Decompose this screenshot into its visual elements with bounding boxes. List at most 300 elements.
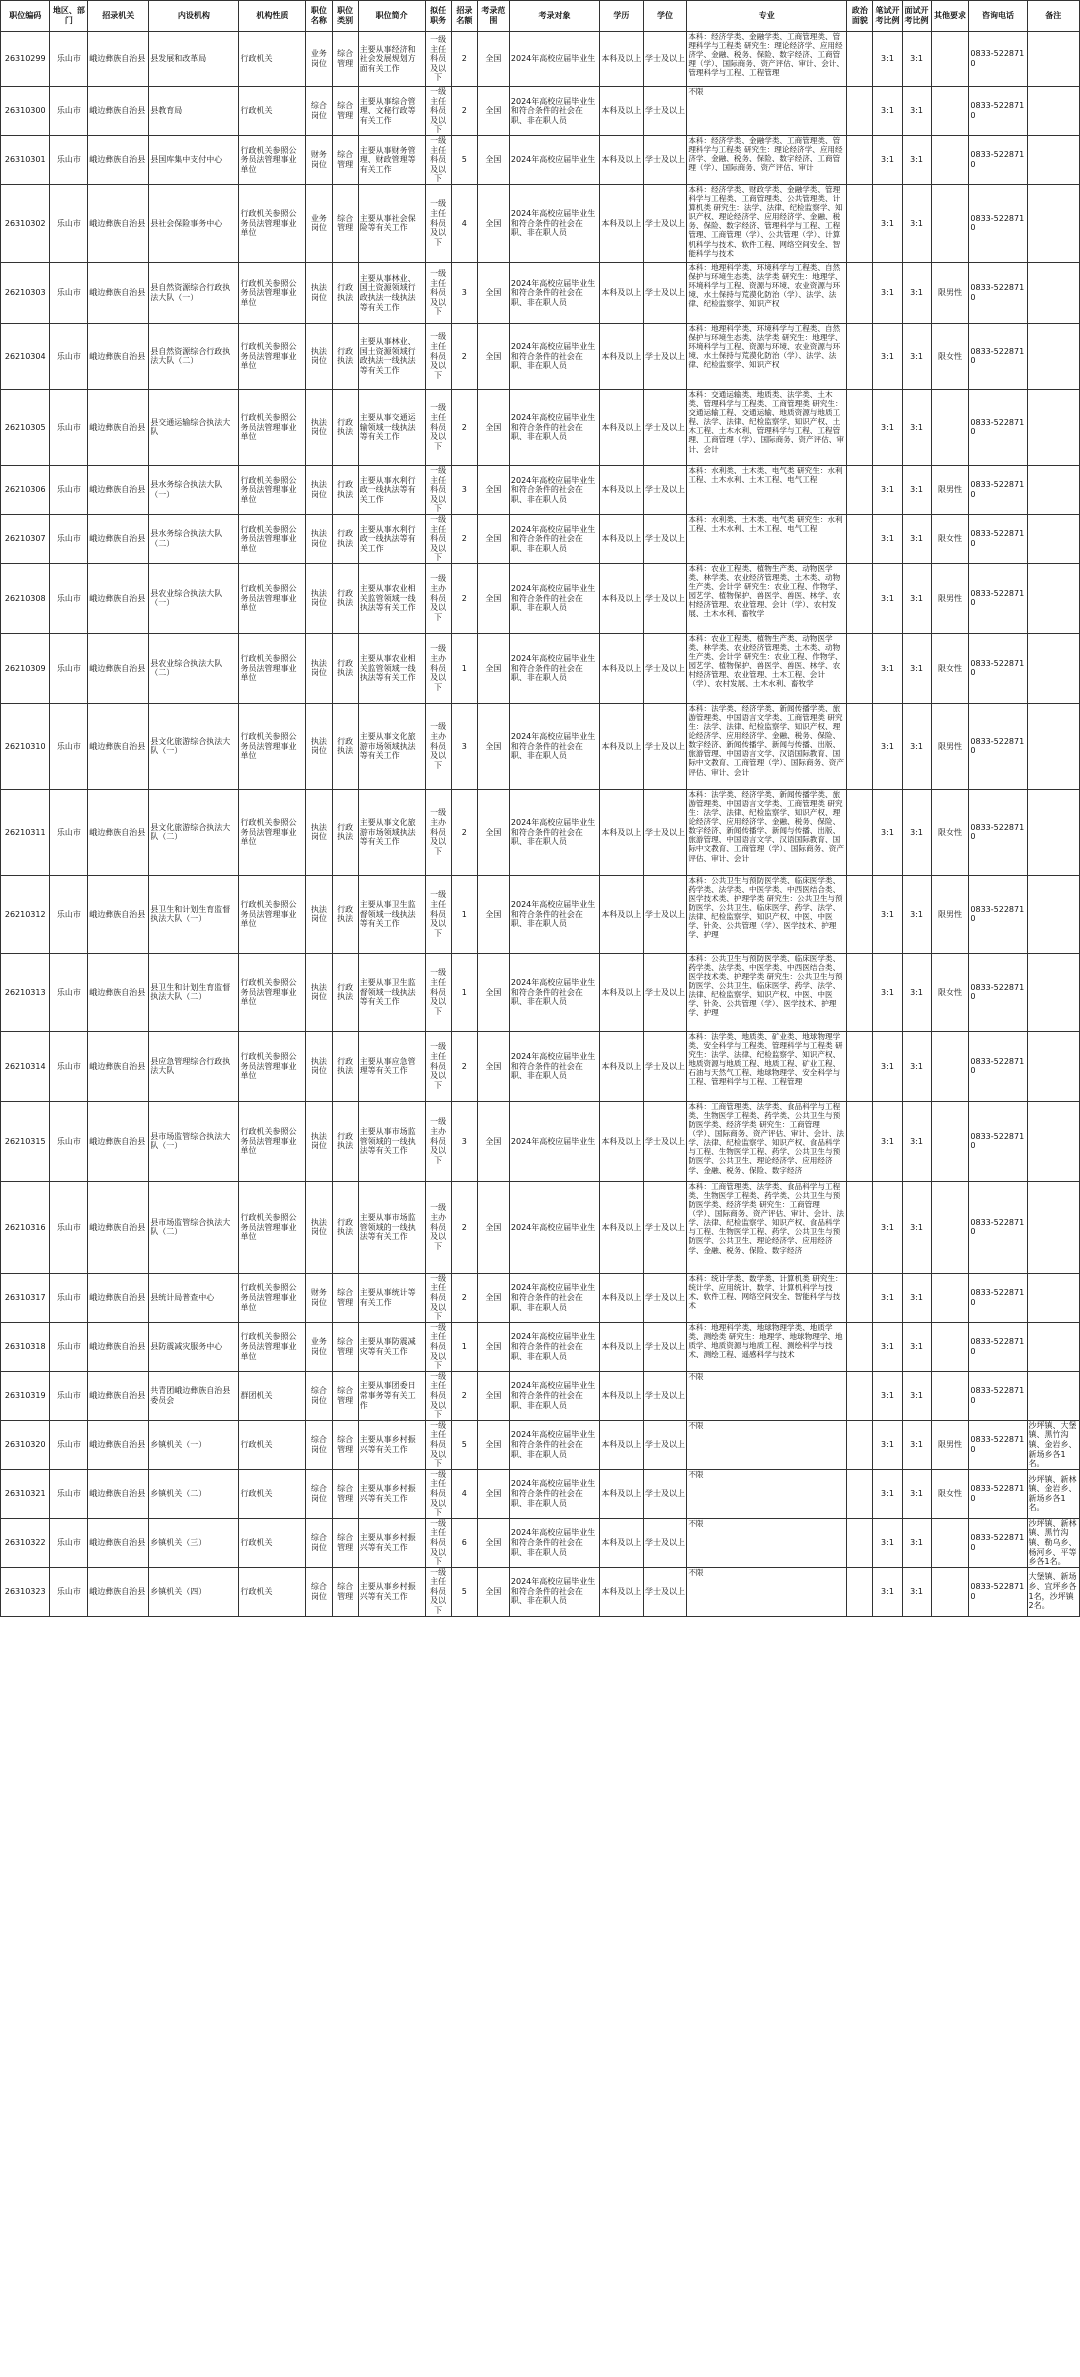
cell-category: 行政执法 xyxy=(332,262,358,323)
cell-region: 乐山市 xyxy=(50,953,88,1031)
cell-interview: 3:1 xyxy=(902,323,931,389)
cell-edu: 本科及以上 xyxy=(600,1469,644,1518)
cell-exam: 3:1 xyxy=(873,1101,902,1181)
cell-scope: 全国 xyxy=(477,1371,509,1420)
cell-category: 综合管理 xyxy=(332,1322,358,1371)
cell-rank: 一级主任科员及以下 xyxy=(425,135,451,184)
cell-exam: 3:1 xyxy=(873,563,902,633)
cell-exam: 3:1 xyxy=(873,262,902,323)
cell-interview: 3:1 xyxy=(902,262,931,323)
cell-region: 乐山市 xyxy=(50,32,88,87)
cell-dept: 县交通运输综合执法大队 xyxy=(149,389,239,465)
cell-degree: 学士及以上 xyxy=(643,262,687,323)
cell-interview: 3:1 xyxy=(902,184,931,262)
cell-quota: 3 xyxy=(451,465,477,514)
cell-rank: 一级主办科员及以下 xyxy=(425,563,451,633)
cell-major: 本科：法学类、经济学类、新闻传播学类、旅游管理类、中国语言文学类、工商管理类 研究生：法学、法律、纪检监察学、知识产权、理论经济学、应用经济学、金融、税务、保险、数字经济、新闻传播学、新闻与传播、出版、旅游管理、中国语言文学、汉语国际教育、国际中文教育、工商管理（学）、国际商务、资产评估、审计、会计 xyxy=(687,789,847,875)
cell-other xyxy=(931,1181,969,1273)
cell-note xyxy=(1027,465,1079,514)
cell-post: 业务岗位 xyxy=(306,32,332,87)
cell-note xyxy=(1027,1322,1079,1371)
cell-major: 不限 xyxy=(687,1469,847,1518)
cell-major: 本科：农业工程类、植物生产类、动物医学类、林学类、农业经济管理类、土木类、动物生产类、会计学 研究生：农业工程、作物学、园艺学、植物保护、兽医学、兽医、林学、农村经济管理、农业管理、土木工程、会计（学）、农村发展、土木水利、畜牧学 xyxy=(687,633,847,703)
cell-other xyxy=(931,1567,969,1616)
cell-edu: 本科及以上 xyxy=(600,1322,644,1371)
cell-phone: 0833-5228710 xyxy=(969,703,1027,789)
cell-post: 综合岗位 xyxy=(306,1371,332,1420)
cell-agency: 峨边彝族自治县 xyxy=(88,1322,149,1371)
cell-region: 乐山市 xyxy=(50,465,88,514)
cell-target: 2024年高校应届毕业生 xyxy=(509,135,599,184)
column-header: 面试开考比例 xyxy=(902,1,931,32)
cell-target: 2024年高校应届毕业生和符合条件的社会在职、非在职人员 xyxy=(509,323,599,389)
cell-exam: 3:1 xyxy=(873,875,902,953)
cell-other: 限女性 xyxy=(931,789,969,875)
cell-phone: 0833-5228710 xyxy=(969,1322,1027,1371)
cell-category: 行政执法 xyxy=(332,389,358,465)
cell-edu: 本科及以上 xyxy=(600,465,644,514)
cell-target: 2024年高校应届毕业生和符合条件的社会在职、非在职人员 xyxy=(509,87,599,136)
cell-quota: 2 xyxy=(451,1371,477,1420)
cell-region: 乐山市 xyxy=(50,1322,88,1371)
cell-exam: 3:1 xyxy=(873,789,902,875)
cell-dept: 乡镇机关（二） xyxy=(149,1469,239,1518)
cell-nature: 行政机关参照公务员法管理事业单位 xyxy=(239,789,306,875)
cell-target: 2024年高校应届毕业生和符合条件的社会在职、非在职人员 xyxy=(509,1469,599,1518)
cell-nature: 行政机关 xyxy=(239,32,306,87)
cell-scope: 全国 xyxy=(477,1273,509,1322)
cell-intro: 主要从事应急管理等有关工作 xyxy=(358,1031,425,1101)
cell-intro: 主要从事文化旅游市场领域执法等有关工作 xyxy=(358,789,425,875)
cell-degree: 学士及以上 xyxy=(643,1567,687,1616)
column-header: 职位类别 xyxy=(332,1,358,32)
cell-politics xyxy=(847,953,873,1031)
column-header: 其他要求 xyxy=(931,1,969,32)
cell-phone: 0833-5228710 xyxy=(969,633,1027,703)
cell-major: 本科：交通运输类、地质类、法学类、土木类、管理科学与工程类、工商管理类 研究生：交通运输工程、交通运输、地质资源与地质工程、法学、法律、纪检监察学、知识产权、土木工程、土木水利、管理科学与工程、工程管理、工商管理（学）、国际商务、资产评估、审计、会计 xyxy=(687,389,847,465)
table-row xyxy=(1,1420,1080,1469)
table-row xyxy=(1,1469,1080,1518)
cell-scope: 全国 xyxy=(477,87,509,136)
cell-dept: 县应急管理综合行政执法大队 xyxy=(149,1031,239,1101)
cell-other xyxy=(931,1273,969,1322)
cell-agency: 峨边彝族自治县 xyxy=(88,953,149,1031)
cell-edu: 本科及以上 xyxy=(600,514,644,563)
table-row xyxy=(1,1181,1080,1273)
cell-quota: 1 xyxy=(451,1322,477,1371)
cell-rank: 一级主任科员及以下 xyxy=(425,389,451,465)
table-header-row xyxy=(1,1,1080,32)
cell-rank: 一级主任科员及以下 xyxy=(425,184,451,262)
cell-phone: 0833-5228710 xyxy=(969,32,1027,87)
cell-code: 26210314 xyxy=(1,1031,50,1101)
cell-dept: 县发展和改革局 xyxy=(149,32,239,87)
cell-region: 乐山市 xyxy=(50,875,88,953)
cell-exam: 3:1 xyxy=(873,87,902,136)
cell-target: 2024年高校应届毕业生 xyxy=(509,32,599,87)
cell-note xyxy=(1027,1031,1079,1101)
cell-category: 行政执法 xyxy=(332,1031,358,1101)
cell-edu: 本科及以上 xyxy=(600,262,644,323)
cell-other: 限男性 xyxy=(931,262,969,323)
cell-interview: 3:1 xyxy=(902,514,931,563)
cell-agency: 峨边彝族自治县 xyxy=(88,1181,149,1273)
cell-post: 财务岗位 xyxy=(306,135,332,184)
table-row xyxy=(1,514,1080,563)
cell-intro: 主要从事综合管理、文秘行政等有关工作 xyxy=(358,87,425,136)
cell-agency: 峨边彝族自治县 xyxy=(88,514,149,563)
cell-nature: 行政机关参照公务员法管理事业单位 xyxy=(239,1322,306,1371)
table-row xyxy=(1,184,1080,262)
cell-degree: 学士及以上 xyxy=(643,323,687,389)
cell-nature: 行政机关参照公务员法管理事业单位 xyxy=(239,135,306,184)
cell-dept: 共青团峨边彝族自治县委员会 xyxy=(149,1371,239,1420)
cell-major: 本科：统计学类、数学类、计算机类 研究生：统计学、应用统计、数学、计算机科学与技术、软件工程、网络空间安全、智能科学与技术 xyxy=(687,1273,847,1322)
cell-degree: 学士及以上 xyxy=(643,1273,687,1322)
cell-intro: 主要从事卫生监督领域一线执法等有关工作 xyxy=(358,875,425,953)
cell-agency: 峨边彝族自治县 xyxy=(88,1567,149,1616)
cell-degree: 学士及以上 xyxy=(643,1101,687,1181)
cell-code: 26210303 xyxy=(1,262,50,323)
cell-other: 限女性 xyxy=(931,1469,969,1518)
cell-target: 2024年高校应届毕业生和符合条件的社会在职、非在职人员 xyxy=(509,953,599,1031)
cell-edu: 本科及以上 xyxy=(600,1031,644,1101)
cell-nature: 行政机关参照公务员法管理事业单位 xyxy=(239,184,306,262)
cell-major: 本科：工商管理类、法学类、食品科学与工程类、生物医学工程类、药学类、公共卫生与预防医学类、经济学类 研究生：工商管理（学）、国际商务、资产评估、审计、会计、法学、法律、纪检监察学、知识产权、食品科学与工程、生物医学工程、药学、公共卫生与预防医学、公共卫生、理论经济学、应用经济学、金融、税务、保险、数字经济 xyxy=(687,1101,847,1181)
cell-rank: 一级主任科员及以下 xyxy=(425,1469,451,1518)
cell-code: 26210313 xyxy=(1,953,50,1031)
cell-agency: 峨边彝族自治县 xyxy=(88,389,149,465)
cell-edu: 本科及以上 xyxy=(600,633,644,703)
cell-code: 26210309 xyxy=(1,633,50,703)
cell-intro: 主要从事林业、国土资源领域行政执法一线执法等有关工作 xyxy=(358,262,425,323)
cell-agency: 峨边彝族自治县 xyxy=(88,87,149,136)
cell-dept: 县教育局 xyxy=(149,87,239,136)
cell-category: 行政执法 xyxy=(332,465,358,514)
cell-code: 26210308 xyxy=(1,563,50,633)
cell-agency: 峨边彝族自治县 xyxy=(88,1031,149,1101)
cell-note xyxy=(1027,389,1079,465)
cell-note xyxy=(1027,953,1079,1031)
cell-post: 业务岗位 xyxy=(306,1322,332,1371)
cell-politics xyxy=(847,1567,873,1616)
column-header: 职位名称 xyxy=(306,1,332,32)
cell-scope: 全国 xyxy=(477,389,509,465)
cell-degree: 学士及以上 xyxy=(643,184,687,262)
cell-politics xyxy=(847,389,873,465)
cell-note: 大堡镇、新场乡、宜坪乡各1名，沙坪镇2名。 xyxy=(1027,1567,1079,1616)
cell-nature: 行政机关参照公务员法管理事业单位 xyxy=(239,323,306,389)
cell-interview: 3:1 xyxy=(902,135,931,184)
cell-degree: 学士及以上 xyxy=(643,633,687,703)
cell-note xyxy=(1027,875,1079,953)
cell-note xyxy=(1027,563,1079,633)
cell-region: 乐山市 xyxy=(50,563,88,633)
table-row xyxy=(1,1567,1080,1616)
cell-target: 2024年高校应届毕业生和符合条件的社会在职、非在职人员 xyxy=(509,1420,599,1469)
cell-politics xyxy=(847,184,873,262)
cell-dept: 县市场监管综合执法大队（一） xyxy=(149,1101,239,1181)
cell-exam: 3:1 xyxy=(873,1322,902,1371)
cell-quota: 1 xyxy=(451,633,477,703)
cell-agency: 峨边彝族自治县 xyxy=(88,1101,149,1181)
table-row xyxy=(1,1518,1080,1567)
cell-agency: 峨边彝族自治县 xyxy=(88,563,149,633)
cell-region: 乐山市 xyxy=(50,1420,88,1469)
cell-politics xyxy=(847,703,873,789)
table-row xyxy=(1,1371,1080,1420)
cell-dept: 乡镇机关（一） xyxy=(149,1420,239,1469)
cell-quota: 2 xyxy=(451,87,477,136)
cell-politics xyxy=(847,1101,873,1181)
cell-exam: 3:1 xyxy=(873,633,902,703)
cell-phone: 0833-5228710 xyxy=(969,1181,1027,1273)
cell-nature: 行政机关参照公务员法管理事业单位 xyxy=(239,262,306,323)
cell-nature: 行政机关 xyxy=(239,1518,306,1567)
cell-rank: 一级主任科员及以下 xyxy=(425,875,451,953)
cell-major: 本科：法学类、地质类、矿业类、地球物理学类、安全科学与工程类、管理科学与工程类 研究生：法学、法律、纪检监察学、知识产权、地质资源与地质工程、地质工程、矿业工程、石油与天然气工程、地球物理学、安全科学与工程、管理科学与工程、工程管理 xyxy=(687,1031,847,1101)
cell-agency: 峨边彝族自治县 xyxy=(88,1273,149,1322)
cell-dept: 县水务综合执法大队（一） xyxy=(149,465,239,514)
cell-politics xyxy=(847,514,873,563)
cell-nature: 行政机关参照公务员法管理事业单位 xyxy=(239,389,306,465)
cell-quota: 5 xyxy=(451,1420,477,1469)
cell-dept: 县文化旅游综合执法大队（二） xyxy=(149,789,239,875)
cell-note: 沙坪镇、新林镇、黑竹沟镇、勒乌乡、杨河乡、平等乡各1名。 xyxy=(1027,1518,1079,1567)
table-row xyxy=(1,875,1080,953)
cell-code: 26210304 xyxy=(1,323,50,389)
cell-interview: 3:1 xyxy=(902,563,931,633)
cell-category: 综合管理 xyxy=(332,1469,358,1518)
cell-degree: 学士及以上 xyxy=(643,87,687,136)
cell-region: 乐山市 xyxy=(50,789,88,875)
cell-rank: 一级主任科员及以下 xyxy=(425,323,451,389)
cell-other xyxy=(931,1322,969,1371)
cell-politics xyxy=(847,1031,873,1101)
cell-note xyxy=(1027,1273,1079,1322)
cell-code: 26310301 xyxy=(1,135,50,184)
cell-exam: 3:1 xyxy=(873,1420,902,1469)
cell-quota: 2 xyxy=(451,389,477,465)
cell-politics xyxy=(847,633,873,703)
cell-dept: 县农业综合执法大队（一） xyxy=(149,563,239,633)
cell-edu: 本科及以上 xyxy=(600,563,644,633)
cell-edu: 本科及以上 xyxy=(600,1567,644,1616)
cell-dept: 县卫生和计划生育监督执法大队（二） xyxy=(149,953,239,1031)
cell-agency: 峨边彝族自治县 xyxy=(88,1420,149,1469)
cell-note xyxy=(1027,323,1079,389)
cell-region: 乐山市 xyxy=(50,514,88,563)
cell-intro: 主要从事卫生监督领域一线执法等有关工作 xyxy=(358,953,425,1031)
cell-scope: 全国 xyxy=(477,789,509,875)
cell-exam: 3:1 xyxy=(873,953,902,1031)
cell-target: 2024年高校应届毕业生和符合条件的社会在职、非在职人员 xyxy=(509,389,599,465)
cell-phone: 0833-5228710 xyxy=(969,1371,1027,1420)
cell-category: 综合管理 xyxy=(332,1420,358,1469)
cell-dept: 县卫生和计划生育监督执法大队（一） xyxy=(149,875,239,953)
cell-phone: 0833-5228710 xyxy=(969,1273,1027,1322)
column-header: 职位编码 xyxy=(1,1,50,32)
cell-interview: 3:1 xyxy=(902,1031,931,1101)
cell-agency: 峨边彝族自治县 xyxy=(88,323,149,389)
cell-agency: 峨边彝族自治县 xyxy=(88,32,149,87)
cell-code: 26310322 xyxy=(1,1518,50,1567)
cell-nature: 行政机关 xyxy=(239,1567,306,1616)
table-row xyxy=(1,87,1080,136)
cell-region: 乐山市 xyxy=(50,1101,88,1181)
cell-agency: 峨边彝族自治县 xyxy=(88,875,149,953)
cell-degree: 学士及以上 xyxy=(643,1469,687,1518)
cell-degree: 学士及以上 xyxy=(643,1420,687,1469)
cell-politics xyxy=(847,465,873,514)
cell-target: 2024年高校应届毕业生和符合条件的社会在职、非在职人员 xyxy=(509,875,599,953)
cell-dept: 县水务综合执法大队（二） xyxy=(149,514,239,563)
table-row xyxy=(1,1273,1080,1322)
cell-phone: 0833-5228710 xyxy=(969,1518,1027,1567)
cell-post: 执法岗位 xyxy=(306,953,332,1031)
cell-target: 2024年高校应届毕业生和符合条件的社会在职、非在职人员 xyxy=(509,1322,599,1371)
cell-degree: 学士及以上 xyxy=(643,32,687,87)
cell-quota: 2 xyxy=(451,1031,477,1101)
cell-dept: 县市场监管综合执法大队（二） xyxy=(149,1181,239,1273)
cell-rank: 一级主办科员及以下 xyxy=(425,789,451,875)
cell-intro: 主要从事水利行政一线执法等有关工作 xyxy=(358,514,425,563)
cell-other: 限女性 xyxy=(931,514,969,563)
cell-intro: 主要从事乡村振兴等有关工作 xyxy=(358,1469,425,1518)
cell-post: 综合岗位 xyxy=(306,1518,332,1567)
cell-intro: 主要从事经济和社会发展规划方面有关工作 xyxy=(358,32,425,87)
cell-category: 综合管理 xyxy=(332,87,358,136)
cell-nature: 行政机关参照公务员法管理事业单位 xyxy=(239,1101,306,1181)
cell-dept: 县农业综合执法大队（二） xyxy=(149,633,239,703)
column-header: 内设机构 xyxy=(149,1,239,32)
column-header: 拟任职务 xyxy=(425,1,451,32)
cell-interview: 3:1 xyxy=(902,1322,931,1371)
cell-post: 执法岗位 xyxy=(306,1101,332,1181)
cell-exam: 3:1 xyxy=(873,135,902,184)
cell-nature: 行政机关参照公务员法管理事业单位 xyxy=(239,953,306,1031)
cell-intro: 主要从事乡村振兴等有关工作 xyxy=(358,1518,425,1567)
cell-interview: 3:1 xyxy=(902,1273,931,1322)
cell-major: 不限 xyxy=(687,1420,847,1469)
cell-major: 不限 xyxy=(687,87,847,136)
column-header: 地区、部门 xyxy=(50,1,88,32)
column-header: 招录机关 xyxy=(88,1,149,32)
cell-intro: 主要从事乡村振兴等有关工作 xyxy=(358,1420,425,1469)
cell-scope: 全国 xyxy=(477,1567,509,1616)
cell-quota: 2 xyxy=(451,32,477,87)
cell-interview: 3:1 xyxy=(902,1371,931,1420)
cell-interview: 3:1 xyxy=(902,1101,931,1181)
cell-major: 本科：经济学类、财政学类、金融学类、管理科学与工程类、工商管理类、公共管理类、计算机类 研究生：法学、法律、纪检监察学、知识产权、理论经济学、应用经济学、金融、税务、保险、数字经济、管理科学与工程、工程管理、工商管理（学）、公共管理（学）、计算机科学与技术、软件工程、网络空间安全、智能科学与技术 xyxy=(687,184,847,262)
cell-major: 本科：工商管理类、法学类、食品科学与工程类、生物医学工程类、药学类、公共卫生与预防医学类、经济学类 研究生：工商管理（学）、国际商务、资产评估、审计、会计、法学、法律、纪检监察学、知识产权、食品科学与工程、生物医学工程、药学、公共卫生与预防医学、公共卫生、理论经济学、应用经济学、金融、税务、保险、数字经济 xyxy=(687,1181,847,1273)
cell-quota: 4 xyxy=(451,184,477,262)
cell-politics xyxy=(847,1518,873,1567)
cell-exam: 3:1 xyxy=(873,1181,902,1273)
cell-scope: 全国 xyxy=(477,323,509,389)
cell-region: 乐山市 xyxy=(50,1518,88,1567)
column-header: 政治面貌 xyxy=(847,1,873,32)
cell-quota: 2 xyxy=(451,789,477,875)
cell-edu: 本科及以上 xyxy=(600,87,644,136)
cell-region: 乐山市 xyxy=(50,135,88,184)
table-row xyxy=(1,323,1080,389)
cell-phone: 0833-5228710 xyxy=(969,875,1027,953)
cell-edu: 本科及以上 xyxy=(600,1518,644,1567)
cell-category: 行政执法 xyxy=(332,323,358,389)
cell-rank: 一级主办科员及以下 xyxy=(425,633,451,703)
cell-major: 本科：公共卫生与预防医学类、临床医学类、药学类、法学类、中医学类、中西医结合类、医学技术类、护理学类 研究生：公共卫生与预防医学、公共卫生、临床医学、药学、法学、法律、纪检监察学、知识产权、中医、中医学、针灸、公共管理（学）、医学技术、护理学、护理 xyxy=(687,953,847,1031)
cell-politics xyxy=(847,32,873,87)
cell-target: 2024年高校应届毕业生和符合条件的社会在职、非在职人员 xyxy=(509,262,599,323)
cell-post: 执法岗位 xyxy=(306,703,332,789)
cell-quota: 1 xyxy=(451,875,477,953)
cell-post: 执法岗位 xyxy=(306,633,332,703)
cell-other xyxy=(931,1371,969,1420)
cell-other xyxy=(931,1031,969,1101)
cell-region: 乐山市 xyxy=(50,323,88,389)
cell-code: 26210310 xyxy=(1,703,50,789)
cell-degree: 学士及以上 xyxy=(643,1322,687,1371)
cell-phone: 0833-5228710 xyxy=(969,514,1027,563)
cell-note: 沙坪镇、大堡镇、黑竹沟镇、金岩乡、新场乡各1名。 xyxy=(1027,1420,1079,1469)
cell-scope: 全国 xyxy=(477,1469,509,1518)
cell-target: 2024年高校应届毕业生和符合条件的社会在职、非在职人员 xyxy=(509,1567,599,1616)
cell-politics xyxy=(847,323,873,389)
cell-exam: 3:1 xyxy=(873,184,902,262)
cell-interview: 3:1 xyxy=(902,389,931,465)
cell-scope: 全国 xyxy=(477,563,509,633)
cell-code: 26210306 xyxy=(1,465,50,514)
column-header: 备注 xyxy=(1027,1,1079,32)
cell-other xyxy=(931,87,969,136)
cell-edu: 本科及以上 xyxy=(600,32,644,87)
cell-other: 限男性 xyxy=(931,465,969,514)
cell-edu: 本科及以上 xyxy=(600,789,644,875)
cell-rank: 一级主任科员及以下 xyxy=(425,1371,451,1420)
cell-edu: 本科及以上 xyxy=(600,389,644,465)
cell-scope: 全国 xyxy=(477,262,509,323)
cell-target: 2024年高校应届毕业生和符合条件的社会在职、非在职人员 xyxy=(509,1031,599,1101)
cell-other: 限女性 xyxy=(931,323,969,389)
cell-target: 2024年高校应届毕业生和符合条件的社会在职、非在职人员 xyxy=(509,1518,599,1567)
cell-post: 执法岗位 xyxy=(306,514,332,563)
cell-scope: 全国 xyxy=(477,184,509,262)
cell-category: 行政执法 xyxy=(332,953,358,1031)
column-header: 学历 xyxy=(600,1,644,32)
cell-target: 2024年高校应届毕业生和符合条件的社会在职、非在职人员 xyxy=(509,633,599,703)
cell-phone: 0833-5228710 xyxy=(969,953,1027,1031)
cell-nature: 行政机关参照公务员法管理事业单位 xyxy=(239,633,306,703)
cell-scope: 全国 xyxy=(477,1322,509,1371)
cell-other xyxy=(931,389,969,465)
cell-target: 2024年高校应届毕业生和符合条件的社会在职、非在职人员 xyxy=(509,1371,599,1420)
cell-edu: 本科及以上 xyxy=(600,1273,644,1322)
table-row xyxy=(1,703,1080,789)
cell-nature: 行政机关参照公务员法管理事业单位 xyxy=(239,465,306,514)
cell-phone: 0833-5228710 xyxy=(969,465,1027,514)
cell-rank: 一级主任科员及以下 xyxy=(425,32,451,87)
cell-interview: 3:1 xyxy=(902,703,931,789)
cell-interview: 3:1 xyxy=(902,789,931,875)
table-row xyxy=(1,1322,1080,1371)
cell-major: 本科：公共卫生与预防医学类、临床医学类、药学类、法学类、中医学类、中西医结合类、医学技术类、护理学类 研究生：公共卫生与预防医学、公共卫生、临床医学、药学、法学、法律、纪检监察学、知识产权、中医、中医学、针灸、公共管理（学）、医学技术、护理学、护理 xyxy=(687,875,847,953)
cell-code: 26310320 xyxy=(1,1420,50,1469)
cell-other xyxy=(931,32,969,87)
cell-politics xyxy=(847,875,873,953)
cell-phone: 0833-5228710 xyxy=(969,1469,1027,1518)
cell-edu: 本科及以上 xyxy=(600,875,644,953)
